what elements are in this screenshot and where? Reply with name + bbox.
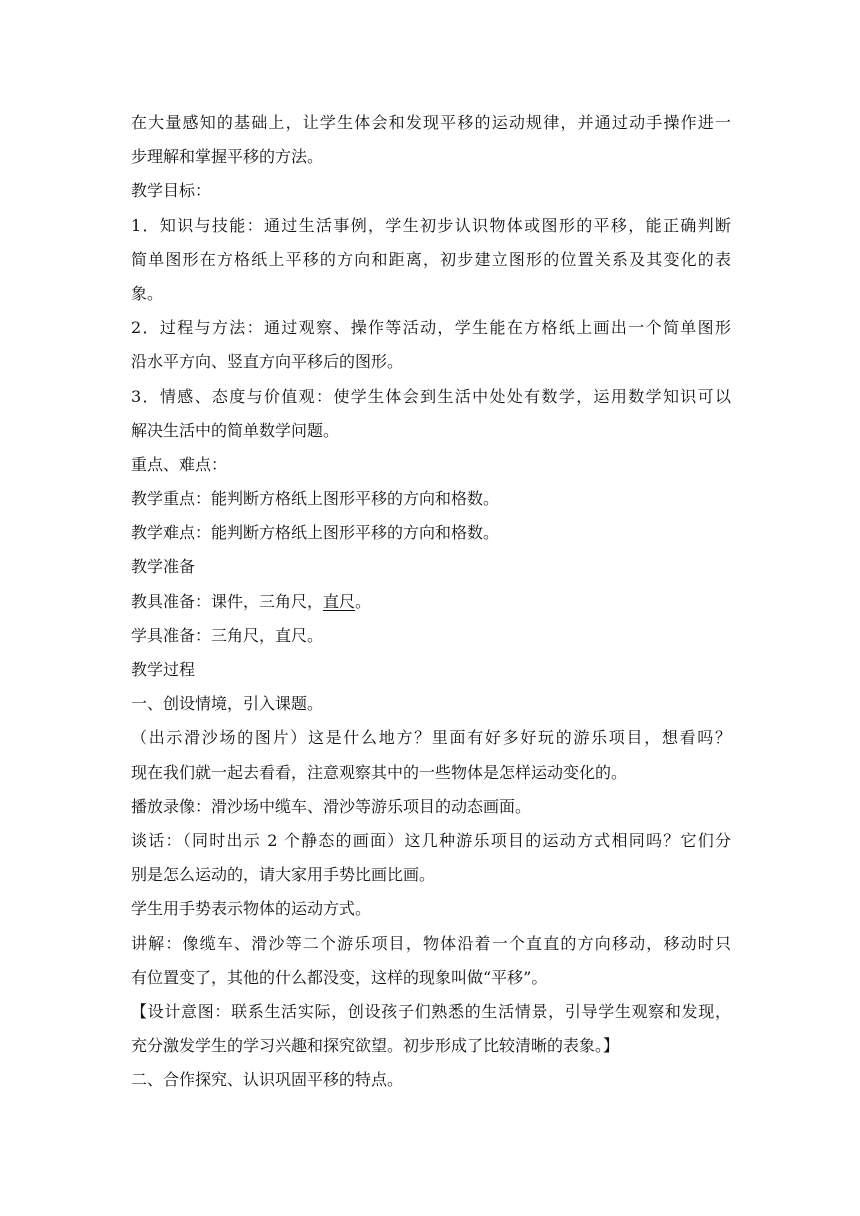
paragraph-line: 在大量感知的基础上，让学生体会和发现平移的运动规律，并通过动手操作进一 — [131, 113, 731, 132]
paragraph-line: 别是怎么运动的，请大家用手势比画比画。 — [131, 865, 436, 885]
paragraph-line: 解决生活中的简单数学问题。 — [131, 420, 340, 440]
line-prefix: 教具准备：课件，三角尺， — [131, 591, 324, 611]
paragraph-line: 步理解和掌握平移的方法。 — [131, 147, 324, 167]
section-heading: 二、合作探究、认识巩固平移的特点。 — [131, 1070, 404, 1090]
underlined-text: 直尺 — [323, 591, 356, 611]
line-suffix: 。 — [355, 591, 372, 611]
paragraph-line: 有位置变了，其他的什么都没变，这样的现象叫做“平移”。 — [131, 967, 548, 987]
section-heading: 重点、难点： — [131, 454, 228, 474]
paragraph-line: 沿水平方向、竖直方向平移后的图形。 — [131, 352, 404, 372]
paragraph-line: 教学难点：能判断方格纸上图形平移的方向和格数。 — [131, 523, 500, 543]
document-body — [131, 106, 731, 1097]
paragraph-line: 谈话：（同时出示 2 个静态的画面）这几种游乐项目的运动方式相同吗？它们分 — [131, 830, 731, 850]
paragraph-line: 播放录像：滑沙场中缆车、滑沙等游乐项目的动态画面。 — [131, 796, 532, 816]
section-heading: 教学目标： — [131, 181, 212, 201]
paragraph-line: 2．过程与方法：通过观察、操作等活动，学生能在方格纸上画出一个简单图形 — [131, 318, 731, 338]
paragraph-line: 学具准备：三角尺，直尺。 — [131, 625, 324, 645]
section-heading: 教学准备 — [131, 557, 196, 577]
paragraph-line: （出示滑沙场的图片）这是什么地方？里面有好多好玩的游乐项目，想看吗？ — [131, 728, 731, 748]
paragraph-line: 学生用手势表示物体的运动方式。 — [131, 899, 372, 919]
paragraph-line: 讲解：像缆车、滑沙等二个游乐项目，物体沿着一个直直的方向移动，移动时只 — [131, 933, 731, 953]
paragraph-line: 充分激发学生的学习兴趣和探究欲望。初步形成了比较清晰的表象。】 — [131, 1036, 620, 1056]
paragraph-line: 简单图形在方格纸上平移的方向和距离，初步建立图形的位置关系及其变化的表 — [131, 249, 731, 269]
paragraph-line: 象。 — [131, 283, 164, 303]
section-heading: 教学过程 — [131, 660, 196, 679]
paragraph-line: 【设计意图：联系生活实际，创设孩子们熟悉的生活情景，引导学生观察和发现， — [131, 1001, 731, 1021]
paragraph-line: 教学重点：能判断方格纸上图形平移的方向和格数。 — [131, 489, 500, 509]
paragraph-line: 1．知识与技能：通过生活事例，学生初步认识物体或图形的平移，能正确判断 — [131, 215, 731, 235]
paragraph-line: 3．情感、态度与价值观：使学生体会到生活中处处有数学，运用数学知识可以 — [131, 386, 731, 406]
paragraph-line — [131, 585, 731, 619]
paragraph-line: 现在我们就一起去看看，注意观察其中的一些物体是怎样运动变化的。 — [131, 762, 628, 782]
paragraph-line: 一、创设情境，引入课题。 — [131, 694, 324, 714]
